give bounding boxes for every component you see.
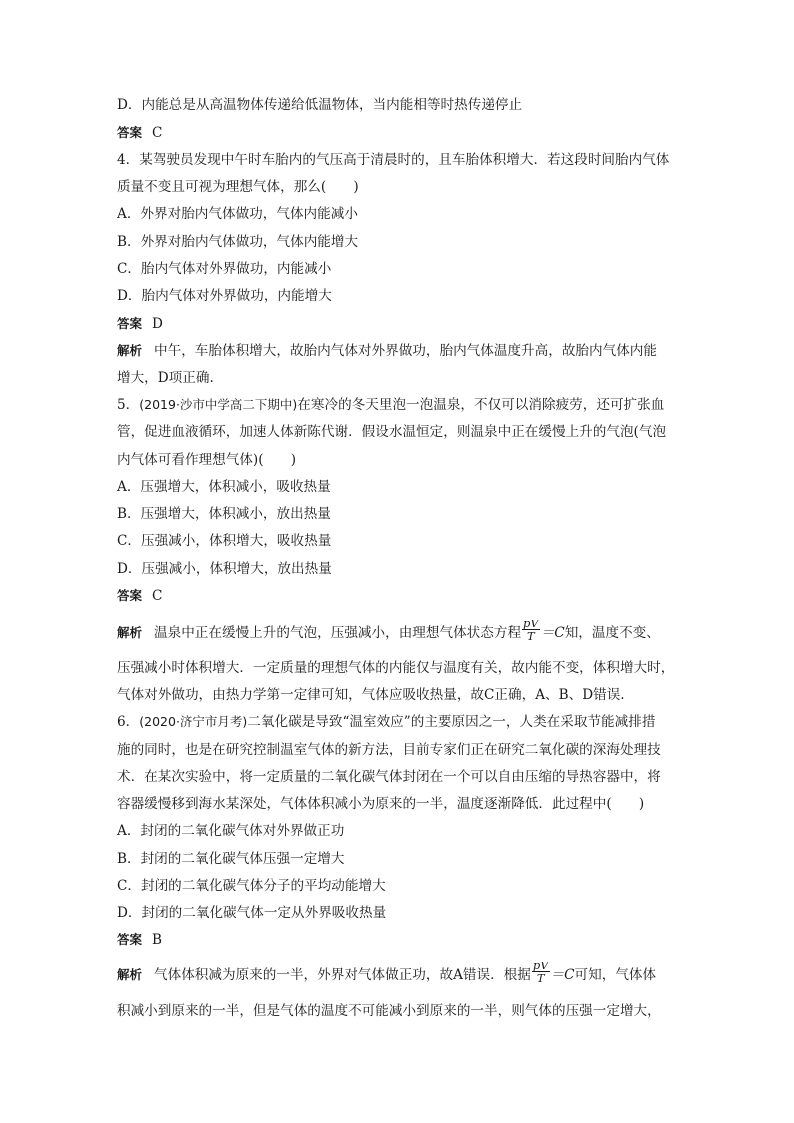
q5-option-c: C．压强减小，体积增大，吸收热量 [117,533,332,549]
q6-stem-line3: 术．在某次实验中，将一定质量的二氧化碳气体封闭在一个可以自由压缩的导热容器中，将 [117,769,661,785]
q6-stem-line4: 容器缓慢移到海水某深处，气体体积减小为原来的一半，温度逐渐降低．此过程中( ) [117,796,645,812]
q4-analysis-line1 [117,342,682,360]
q5-analysis-line2: 压强减小时体积增大．一定质量的理想气体的内能仅与温度有关，故内能不变，体积增大时， [117,660,675,676]
q5-stem-line3: 内气体可看作理想气体)( ) [117,452,297,468]
q4-stem-line2: 质量不变且可视为理想气体，那么( ) [117,179,359,195]
analysis-text: 气体体积减为原来的一半，外界对气体做正功，故A错误．根据 [154,967,531,983]
q6-option-b: B．封闭的二氧化碳气体压强一定增大 [117,851,345,867]
q5-option-d: D．压强减小，体积增大，放出热量 [117,561,332,577]
state-equation-fraction: $\frac{pV}{T}$ [522,620,540,642]
q6-stem-line1 [117,713,682,731]
q6-analysis-line1 [117,962,682,992]
answer-value: B [152,932,163,948]
q6-stem-line2: 施的同时，也是在研究控制温室气体的新方法，目前专家们正在研究二氧化碳的深海处理技 [117,742,661,758]
analysis-label: 解析 [117,967,143,982]
q4-option-c: C．胎内气体对外界做功，内能减小 [117,261,332,277]
analysis-text-cont: 知，温度不变、 [564,625,660,641]
stem-text: 在寒冷的冬天里泡一泡温泉，不仅可以消除疲劳，还可扩张血 [297,397,665,413]
question-number: 6． [117,714,140,730]
analysis-label: 解析 [117,343,143,358]
answer-value: D [152,316,163,332]
q4-analysis-line2: 增大，D项正确. [117,370,214,386]
q6-answer [117,931,682,949]
q3-answer [117,124,682,142]
q5-stem-line2: 管，促进血液循环，加速人体新陈代谢．假设水温恒定，则温泉中正在缓慢上升的气泡(气泡 [117,424,667,440]
q3-option-d: D．内能总是从高温物体传递给低温物体，当内能相等时热传递停止 [117,97,523,113]
answer-label: 答案 [117,125,143,140]
q5-option-a: A．压强增大，体积减小，吸收热量 [117,479,331,495]
q5-analysis-line1 [117,620,682,650]
analysis-label: 解析 [117,625,143,640]
answer-label: 答案 [117,316,143,331]
q4-option-d: D．胎内气体对外界做功，内能增大 [117,288,332,304]
q4-stem-line1: 4．某驾驶员发现中午时车胎内的气压高于清晨时的，且车胎体积增大．若这段时间胎内气体 [117,152,670,168]
q4-answer [117,315,682,333]
state-equation-fraction: $\frac{pV}{T}$ [532,962,550,984]
analysis-text-cont: 可知，气体体 [574,967,657,983]
q5-analysis-line3: 气体对外做功，由热力学第一定律可知，气体应吸收热量，故C正确，A、B、D错误. [117,687,625,703]
q6-analysis-line2: 积减小到原来的一半，但是气体的温度不可能减小到原来的一半，则气体的压强一定增大， [117,1003,661,1019]
question-source: (2020·济宁市月考) [139,714,248,729]
q6-option-c: C．封闭的二氧化碳气体分子的平均动能增大 [117,878,386,894]
q4-option-b: B．外界对胎内气体做功，气体内能增大 [117,234,359,250]
q4-option-a: A．外界对胎内气体做功，气体内能减小 [117,206,358,222]
answer-label: 答案 [117,588,143,603]
question-number: 5． [117,397,140,413]
state-equation-rhs: ＝C [540,625,565,641]
q5-answer [117,587,682,605]
analysis-text: 温泉中正在缓慢上升的气泡，压强减小，由理想气体状态方程 [154,625,522,641]
state-equation-rhs: ＝C [550,967,575,983]
q5-stem-line1 [117,396,682,414]
question-source: (2019·沙市中学高二下期中) [139,397,298,412]
q6-option-a: A．封闭的二氧化碳气体对外界做正功 [117,823,345,839]
answer-label: 答案 [117,932,143,947]
stem-text: 二氧化碳是导致“温室效应”的主要原因之一，人类在采取节能减排措 [247,714,656,730]
answer-value: C [152,125,163,141]
q6-option-d: D．封闭的二氧化碳气体一定从外界吸收热量 [117,905,387,921]
analysis-text: 中午，车胎体积增大，故胎内气体对外界做功，胎内气体温度升高，故胎内气体内能 [154,343,657,359]
q5-option-b: B．压强增大，体积减小，放出热量 [117,506,331,522]
answer-value: C [152,588,163,604]
